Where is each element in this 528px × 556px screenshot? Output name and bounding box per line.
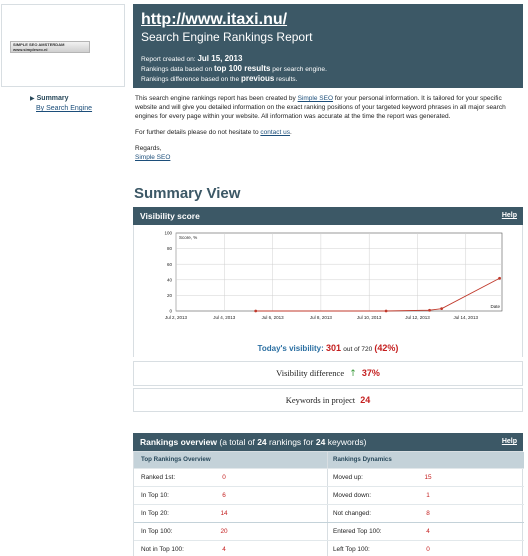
rankings-dynamics-heading: Rankings Dynamics [333,456,392,463]
diff-pre: Rankings difference based on the [141,76,240,83]
data-point [440,307,443,310]
visibility-panel-title: Visibility score [140,211,200,221]
visibility-chart-area [133,225,523,357]
rankings-table [133,451,523,556]
rankings-panel-title: Rankings overview [140,437,218,447]
data-point [428,309,431,312]
intro-p1-pre: This search engine rankings report has been created by [135,95,296,102]
logo-subtext: www.simpleseo.nl [13,47,48,52]
simple-seo-link[interactable]: Simple SEO [297,95,334,102]
x-tick-label: Jul 6, 2013 [261,315,284,320]
table-row [134,468,524,486]
intro-paragraph [135,94,525,121]
row-value-right: 15 [424,474,432,481]
x-tick-label: Jul 8, 2013 [309,315,332,320]
regards-text: Regards, [135,145,162,152]
diff-bold: previous [240,74,275,83]
report-created-line [141,54,515,64]
row-value-right: 1 [426,492,430,499]
report-based-line [141,64,515,74]
visibility-help-link[interactable]: Help [501,212,517,219]
table-row [134,504,524,522]
visibility-difference-value: 37% [361,368,380,378]
plot-frame [176,233,502,311]
row-value-left: 4 [222,546,226,553]
table-row [134,522,524,540]
row-value-left: 14 [220,510,228,517]
rankings-table-header [134,452,524,468]
logo-box [1,4,125,87]
row-label-left: In Top 100: [141,528,173,535]
rankings-panel-header [133,433,523,451]
y-axis-label: Score, % [179,235,198,240]
todays-visibility-label: Today's visibility: [257,344,324,353]
visibility-panel-header [133,207,523,225]
todays-visibility [133,343,523,353]
x-tick-label: Jul 10, 2013 [356,315,382,320]
keywords-in-project-value: 24 [360,395,371,405]
row-label-right: Left Top 100: [333,546,370,553]
left-column [0,0,128,556]
row-value-right: 4 [426,528,430,535]
rankings-panel-subtitle [219,437,366,447]
sub-mid: rankings for [269,437,314,447]
data-point [498,277,501,280]
x-tick-label: Jul 14, 2013 [453,315,479,320]
y-tick-label: 60 [166,261,172,267]
contact-us-link[interactable]: contact us [260,129,291,136]
row-value-right: 0 [426,546,430,553]
row-label-right: Moved up: [333,474,363,481]
y-tick-label: 0 [169,308,172,314]
x-axis-label: Date [490,304,500,309]
triangle-right-icon: ▶ [30,96,35,102]
todays-visibility-value: 301 [326,343,342,353]
x-tick-label: Jul 12, 2013 [405,315,430,320]
diff-post: results. [276,76,298,83]
contact-paragraph [135,128,525,137]
report-header [133,4,523,88]
signature-link[interactable]: Simple SEO [135,154,171,161]
todays-visibility-percent: (42%) [374,343,399,353]
x-tick-label: Jul 2, 2013 [164,315,188,320]
sidebar-nav [30,94,92,114]
keywords-in-project-box [133,388,523,412]
intro-p1-post: for your personal information. It is tailored for your specific website and will give you detailed information on the exact ranking positions of your targeted keyword phrases in all major search engines for every page within your website. All information was accurate at the time the report was generated. [135,95,506,120]
row-value-left: 6 [222,492,226,499]
sub-num-rankings: 24 [257,437,267,447]
visibility-chart [134,225,524,343]
sidebar-item-label: Summary [36,95,69,102]
table-row [134,486,524,504]
row-label-right: Not changed: [333,510,372,517]
based-post: per search engine. [272,66,327,73]
visibility-difference-box [133,361,523,386]
data-point [385,310,388,313]
summary-heading: Summary View [134,185,241,202]
based-pre: Rankings data based on [141,66,213,73]
sub-post: keywords) [327,437,367,447]
based-bold: top 100 results [213,64,271,73]
simple-seo-logo[interactable] [10,41,90,53]
row-label-left: In Top 20: [141,510,169,517]
intro-p2-pre: For further details please do not hesitate to [135,129,259,136]
main-content [133,0,528,556]
keywords-in-project-label: Keywords in project [285,395,356,405]
row-label-left: Not in Top 100: [141,546,184,553]
row-label-left: Ranked 1st: [141,474,176,481]
created-date: Jul 15, 2013 [197,54,243,63]
row-label-right: Entered Top 100: [333,528,382,535]
table-row [134,540,524,556]
visibility-difference-label: Visibility difference [276,368,345,378]
intro-text [135,94,525,162]
sub-pre: (a total of [219,437,255,447]
y-tick-label: 80 [166,246,172,252]
sidebar-item-summary[interactable] [30,94,92,104]
rankings-help-link[interactable]: Help [501,438,517,445]
row-value-left: 0 [222,474,226,481]
sidebar-item-by-search-engine[interactable]: By Search Engine [36,105,93,112]
row-label-left: In Top 10: [141,492,169,499]
arrow-up-icon: ↑ [349,369,357,379]
todays-visibility-out-of: out of 720 [343,346,373,353]
y-tick-label: 20 [166,293,172,298]
created-label: Report created on: [141,56,196,63]
row-label-right: Moved down: [333,492,372,499]
row-value-right: 8 [426,510,430,517]
report-meta [141,54,515,84]
row-value-left: 20 [220,528,228,535]
data-point [254,310,257,313]
sub-num-keywords: 24 [315,437,326,447]
y-tick-label: 100 [164,230,172,236]
top-rankings-overview-heading: Top Rankings Overview [141,456,211,463]
logo-text: SIMPLE SEO AMSTERDAM [13,42,65,47]
y-tick-label: 40 [166,277,172,283]
x-tick-label: Jul 4, 2013 [213,315,236,320]
report-title: Search Engine Rankings Report [141,30,313,44]
report-diff-line [141,74,515,84]
site-url[interactable]: http://www.itaxi.nu/ [141,11,288,28]
intro-p2-post: . [290,129,292,136]
